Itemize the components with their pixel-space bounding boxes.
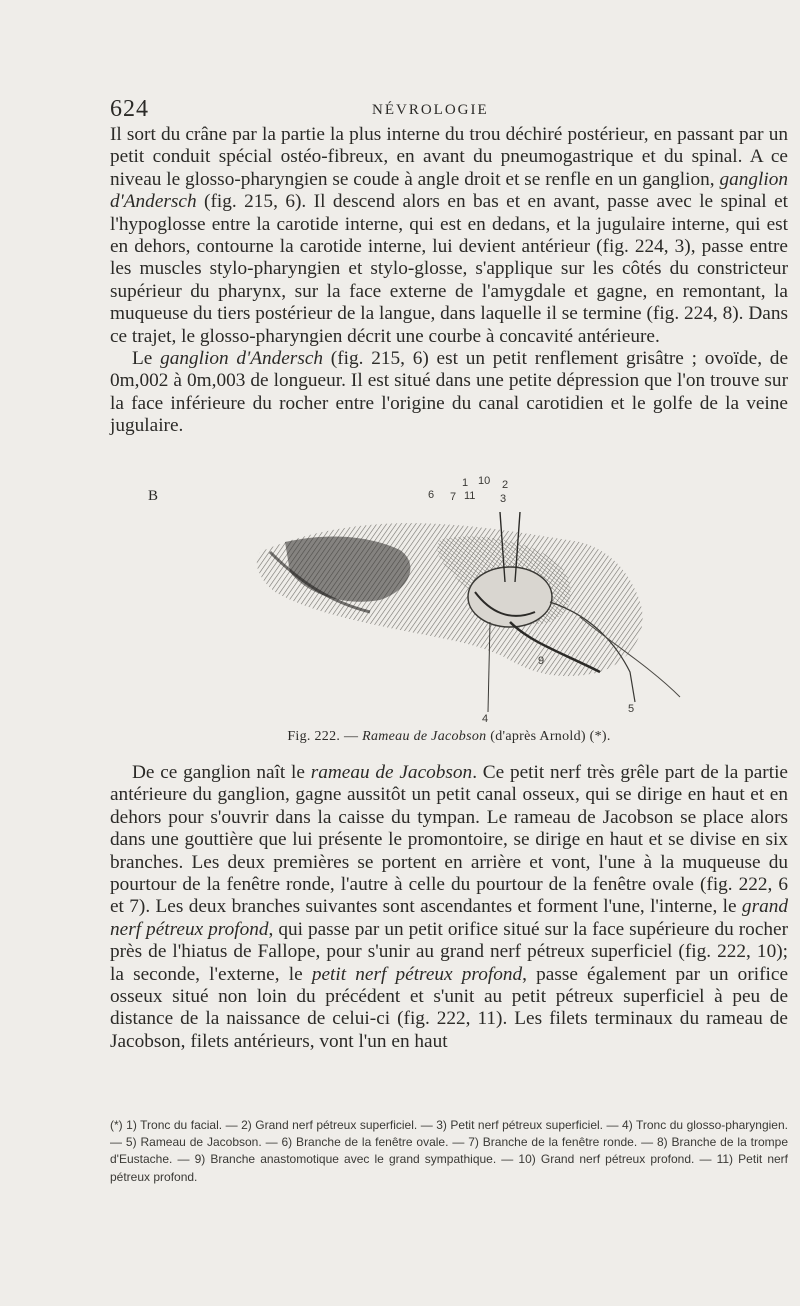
figure-caption: Fig. 222. — Rameau de Jacobson (d'après Arnold) (*). bbox=[287, 729, 611, 744]
running-title: NÉVROLOGIE bbox=[372, 102, 489, 118]
label-5: 5 bbox=[628, 703, 635, 715]
italic-term: grand nerf pétreux profond bbox=[110, 896, 788, 940]
figure-222 bbox=[110, 472, 788, 750]
body-text-bottom bbox=[110, 762, 788, 1053]
italic-term: rameau de Jacobson bbox=[310, 762, 473, 783]
footnote: (*) 1) Tronc du facial. — 2) Grand nerf pétreux superficiel. — 3) Petit nerf pétreux superficiel. — 4) Tronc du glosso-pharyngien. — 5) Rameau de Jacobson. — 6) Branche de la fenêtre ovale. — 7) Branche de la fenêtre ronde. — 8) Branche de la trompe d'Eustache. — 9) Branche anastomotique avec le grand sympathique. — 10) Grand nerf pétreux profond. — 11) Petit nerf pétreux profond. bbox=[110, 1118, 788, 1184]
label-3: 3 bbox=[500, 493, 507, 505]
label-11: 11 bbox=[464, 490, 476, 502]
paragraph-2: Le ganglion d'Andersch (fig. 215, 6) est un petit renflement grisâtre ; ovoïde, de 0m,002 à 0m,003 de longueur. Il est situé dans une petite dépression que l'on trouve sur la face inférieure du rocher entre l'origine du canal carotidien et le golfe de la veine jugulaire. bbox=[110, 348, 789, 437]
promontory bbox=[468, 567, 552, 627]
body-text-top bbox=[110, 124, 788, 438]
label-B: B bbox=[148, 488, 159, 504]
paragraph-3: De ce ganglion naît le rameau de Jacobson. Ce petit nerf très grêle part de la partie antérieure du ganglion, gagne aussitôt un petit canal osseux, qui se dirige en haut et en dehors pour s'ouvrir dans la caisse du tympan. Le rameau de Jacobson se place alors dans une gouttière que lui présente le promontoire, se dirige en haut et se divise en six branches. Les deux premières se portent en arrière et vont, l'une à la muqueuse du pourtour de la fenêtre ronde, l'autre à celle du pourtour de la fenêtre ovale (fig. 222, 6 et 7). Les deux branches suivantes sont ascendantes et forment l'une, l'interne, le grand nerf pétreux profond, qui passe par un petit orifice situé sur la face supérieure du rocher près de l'hiatus de Fallope, pour s'unir au grand nerf pétreux superficiel (fig. 222, 10); la seconde, l'externe, le petit nerf pétreux profond, passe également par un orifice osseux situé non loin du précédent et s'unit au petit pétreux superficiel à peu de distance de la naissance de celui-ci (fig. 222, 11). Les filets terminaux du rameau de Jacobson, filets antérieurs, vont l'un en haut bbox=[110, 762, 788, 1052]
page-number: 624 bbox=[110, 96, 149, 122]
anatomical-illustration bbox=[110, 472, 788, 722]
italic-term: ganglion d'Andersch bbox=[160, 348, 324, 370]
label-7: 7 bbox=[450, 491, 457, 503]
label-6: 6 bbox=[428, 489, 435, 501]
label-4: 4 bbox=[482, 713, 489, 722]
italic-term: ganglion d'Andersch bbox=[110, 168, 788, 213]
label-10: 10 bbox=[478, 475, 491, 487]
caption-title: Rameau de Jacobson bbox=[362, 729, 487, 744]
label-2: 2 bbox=[502, 479, 509, 491]
label-9: 9 bbox=[538, 655, 545, 667]
italic-term: petit nerf pétreux profond bbox=[311, 963, 523, 985]
label-1: 1 bbox=[462, 477, 469, 489]
paragraph-1: Il sort du crâne par la partie la plus interne du trou déchiré postérieur, en passant par un petit conduit spécial ostéo-fibreux, en avant du pneumogastrique et du spinal. A ce niveau le glosso-pharyngien se coude à angle droit et se renfle en un ganglion, ganglion d'Andersch (fig. 215, 6). Il descend alors en bas et en avant, passe avec le spinal et l'hypoglosse entre la carotide interne, qui est en dedans, et la jugulaire interne, qui est en dehors, contourne la carotide interne, lui devient antérieur (fig. 224, 3), passe entre les muscles stylo-pharyngien et stylo-glosse, s'applique sur les côtés du constricteur supérieur du pharynx, sur la face externe de l'amygdale et gagne, en remontant, la muqueuse du tiers postérieur de la langue, dans laquelle il se termine (fig. 224, 8). Dans ce trajet, le glosso-pharyngien décrit une courbe à concavité antérieure. bbox=[110, 124, 788, 347]
page-header bbox=[110, 96, 734, 124]
